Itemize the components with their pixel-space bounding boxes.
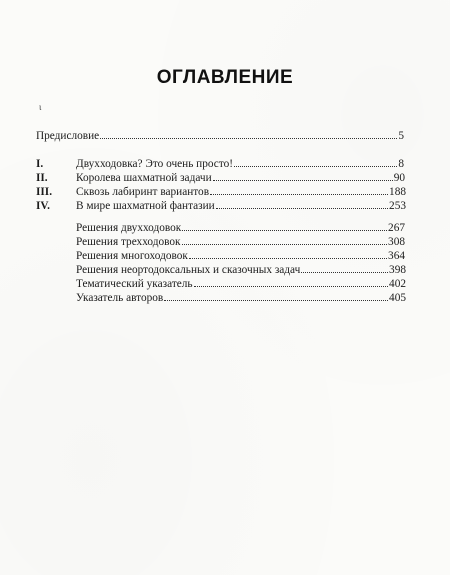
toc-entry-page: 405 (389, 292, 406, 304)
toc-entry-label: Указатель авторов (76, 292, 164, 304)
toc-entry-label: Решения двухходовок (76, 222, 182, 234)
toc-entry-label: Решения многоходовок (76, 250, 188, 262)
toc-entry-page: 90 (393, 172, 405, 184)
toc-entry-appendix (76, 221, 405, 235)
toc-entry-page: 188 (389, 186, 406, 198)
dot-leader (182, 244, 388, 245)
toc-entry-chapter-3 (36, 185, 406, 199)
chapter-number: I. (36, 158, 44, 170)
toc-entry-chapter-4 (36, 199, 406, 213)
toc-entry-label: Предисловие (36, 130, 100, 142)
toc-entry-page: 5 (398, 130, 404, 142)
dot-leader (194, 286, 388, 287)
dot-leader (213, 180, 393, 181)
dot-leader (210, 194, 388, 195)
toc-entry-page: 253 (389, 200, 406, 212)
page-title: ОГЛАВЛЕНИЕ (156, 67, 294, 88)
toc-entry-preface (36, 129, 404, 143)
toc-entry-appendix (76, 291, 406, 305)
stray-mark: ι (39, 102, 42, 112)
toc-entry-appendix (76, 263, 406, 277)
toc-entry-chapter-1 (36, 157, 404, 171)
chapter-number: IV. (36, 200, 50, 212)
toc-entry-label: В мире шахматной фантазии (76, 200, 215, 212)
dot-leader (234, 166, 397, 167)
toc-entry-label: Решения неортодоксальных и сказочных задач (76, 264, 301, 276)
dot-leader (301, 272, 388, 273)
chapter-number: III. (36, 186, 53, 198)
toc-entry-appendix (76, 249, 405, 263)
dot-leader (182, 230, 387, 231)
toc-entry-label: Решения трехходовок (76, 236, 181, 248)
toc-entry-chapter-2 (36, 171, 405, 185)
toc-entry-page: 402 (389, 278, 406, 290)
toc-entry-label: Сквозь лабиринт вариантов (76, 186, 210, 198)
toc-entry-label: Тематический указатель (76, 278, 193, 290)
toc-entry-page: 364 (388, 250, 405, 262)
toc-entry-label: Двухходовка? Это очень просто! (76, 158, 234, 170)
dot-leader (189, 258, 387, 259)
toc-entry-label: Королева шахматной задачи (76, 172, 212, 184)
dot-leader (216, 208, 388, 209)
chapter-number: II. (36, 172, 48, 184)
toc-entry-appendix (76, 235, 405, 249)
toc-entry-page: 267 (388, 222, 405, 234)
toc-entry-page: 308 (388, 236, 405, 248)
toc-entry-appendix (76, 277, 406, 291)
dot-leader (164, 300, 388, 301)
dot-leader (100, 138, 397, 139)
toc-entry-page: 398 (389, 264, 406, 276)
toc-entry-page: 8 (398, 158, 404, 170)
